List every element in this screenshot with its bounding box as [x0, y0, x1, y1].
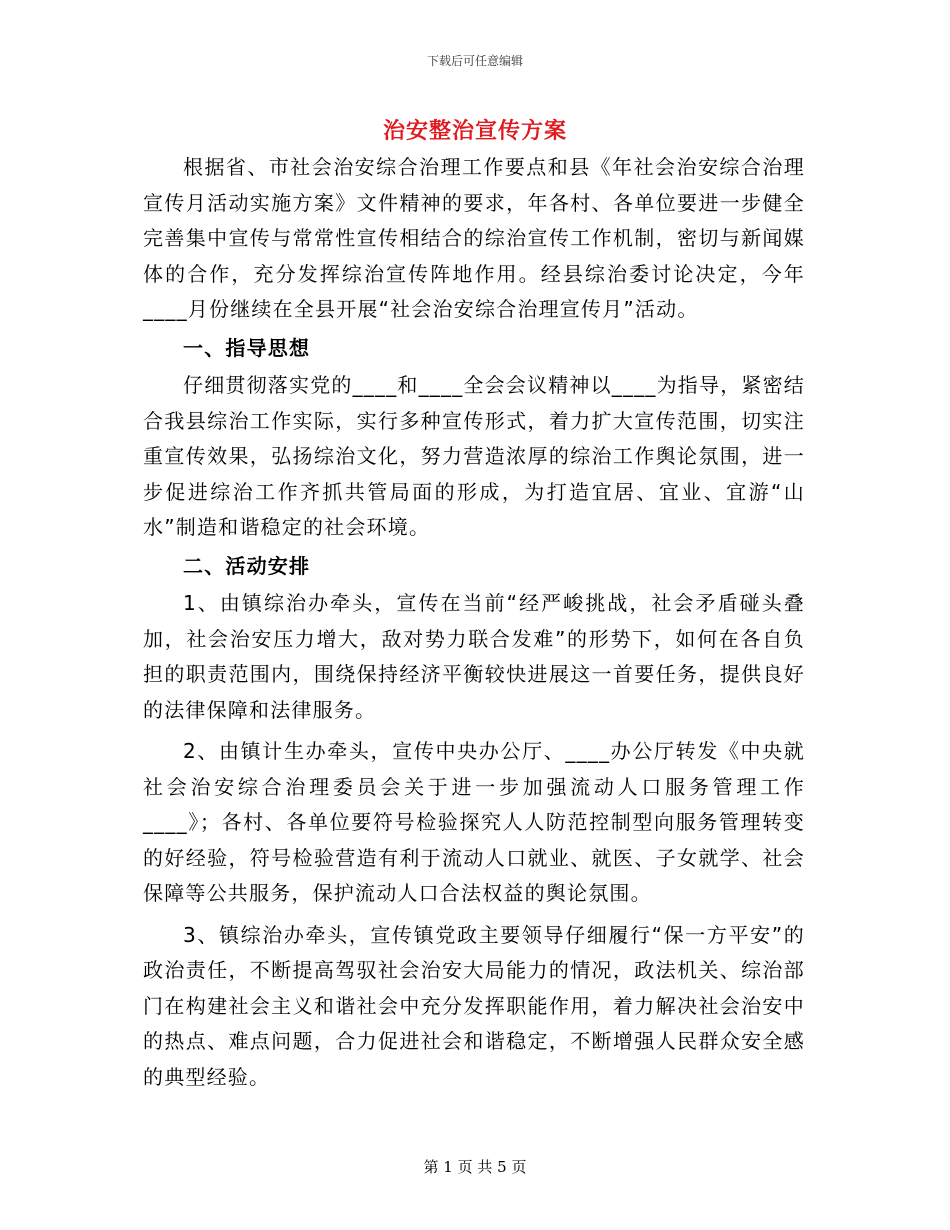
- section-heading-guiding-ideology: 一、指导思想: [183, 335, 311, 360]
- section-heading-activity-arrangement: 二、活动安排: [183, 553, 311, 578]
- guiding-ideology-paragraph: 仔细贯彻落实党的____和____全会会议精神以____为指导，紧密结合我县综治工作实际，实行多种宣传形式，着力扩大宣传范围，切实注重宣传效果，弘扬综治文化，努力营造浓厚的综治工作舆论氛围，进一步促进综治工作齐抓共管局面的形成，为打造宜居、宜业、宜游“山水”制造和谐稳定的社会环境。: [143, 373, 805, 539]
- activity-item-2: 2、由镇计生办牵头，宣传中央办公厅、____办公厅转发《中央就社会治安综合治理委员会关于进一步加强流动人口服务管理工作____》；各村、各单位要符号检验探究人人防范控制型向服务管理转变的好经验，符号检验营造有利于流动人口就业、就医、子女就学、社会保障等公共服务，保护流动人口合法权益的舆论氛围。: [143, 739, 805, 905]
- page-header-note: 下载后可任意编辑: [426, 54, 523, 68]
- activity-item-1: 1、由镇综治办牵头，宣传在当前“经严峻挑战，社会矛盾碰头叠加，社会治安压力增大，敌对势力联合发难”的形势下，如何在各自负担的职责范围内，围绕保持经济平衡较快进展这一首要任务，提供良好的法律保障和法律服务。: [143, 591, 805, 722]
- activity-item-3: 3、镇综治办牵头，宣传镇党政主要领导仔细履行“保一方平安”的政治责任，不断提高驾驭社会治安大局能力的情况，政法机关、综治部门在构建社会主义和谐社会中充分发挥职能作用，着力解决社会治安中的热点、难点问题，合力促进社会和谐稳定，不断增强人民群众安全感的典型经验。: [143, 922, 805, 1089]
- document-body: [143, 150, 805, 1095]
- document-title: 治安整治宣传方案: [382, 119, 567, 144]
- intro-paragraph: 根据省、市社会治安综合治理工作要点和县《年社会治安综合治理宣传月活动实施方案》文件精神的要求，年各村、各单位要进一步健全完善集中宣传与常常性宣传相结合的综治宣传工作机制，密切与新闻媒体的合作，充分发挥综治宣传阵地作用。经县综治委讨论决定，今年____月份继续在全县开展“社会治安综合治理宣传月”活动。: [143, 155, 805, 321]
- page-number: 第 1 页 共 5 页: [423, 1158, 527, 1176]
